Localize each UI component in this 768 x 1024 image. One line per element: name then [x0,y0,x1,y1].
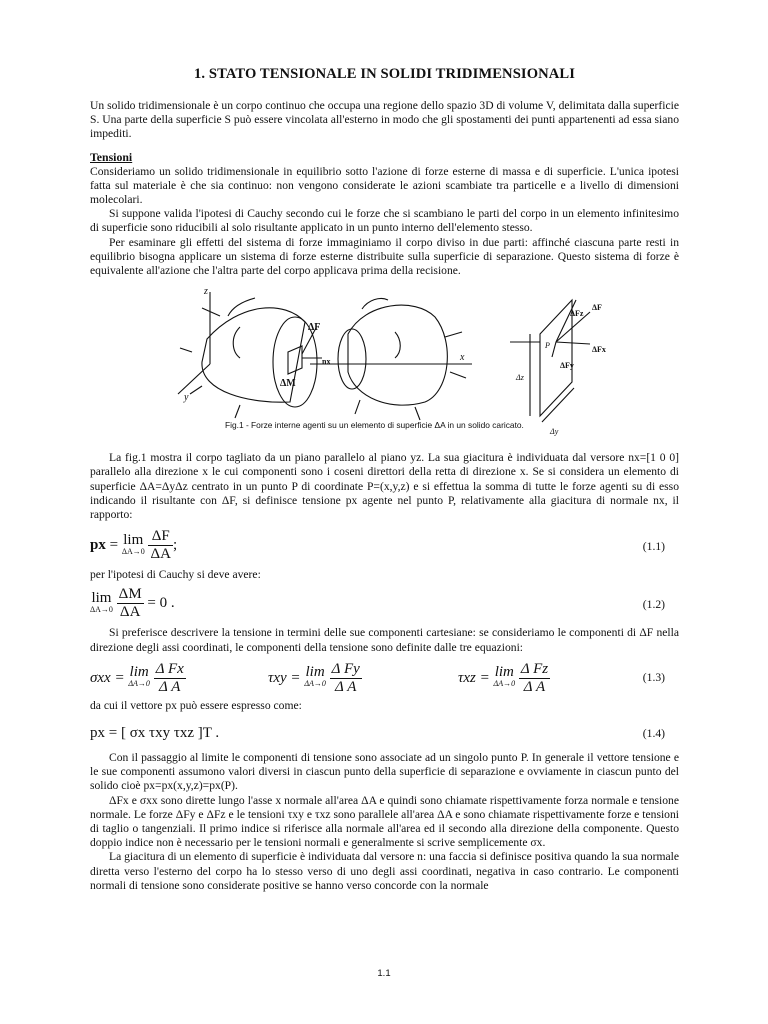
point-label: P [545,341,550,351]
axis-z-label: z [204,286,208,298]
normal-label: nx [322,357,331,367]
eq3-c-numerator: Δ Fz [520,660,549,677]
figure-caption: Fig.1 - Forze interne agenti su un elemento di superficie ΔA in un solido caricato. [225,420,524,431]
equation-1-4 [90,717,679,751]
paragraph-8: Con il passaggio al limite le componenti di tensione sono associate ad un singolo punto P. In generale il vettore tensione e le sue componenti assumono valori diversi in ciascun punto della superficie di separazione e ovviamente in ciascun punto del solido cioè px=px(x,y,z)=px(P). [90,751,679,793]
equation-1-3 [90,659,679,699]
page-number: 1.1 [377,968,391,979]
paragraph-5: per l'ipotesi di Cauchy si deve avere: [90,568,261,582]
moment-label: ΔM [280,378,296,390]
equation-1-1: px = lim ΔA→0 $\frac{\Delta F}{\Delta A}$ ; (1.1) [90,528,665,563]
paragraph-3: Per esaminare gli effetti del sistema di forze immaginiamo il corpo diviso in due parti: affinché ciascuna parte resti in equilibrio bisogna applicare un sistema di forze esterne distribuite sulla superficie di separazione. Questo sistema di forze è equivalente all'azione che l'altra parte del corpo applicava prima della recisione. [90,235,679,278]
eq1-lim-sub: ΔA→0 [121,546,145,556]
eq2-denominator: ΔA [119,604,141,621]
eq3-a-lim: lim [129,664,149,681]
eq3-b-denominator: Δ A [334,678,357,695]
eq2-numerator: ΔM [118,586,142,603]
eq4-expression: px = [ σx τxy τxz ]T . [90,725,220,742]
eq3-a-sub: ΔA→0 [128,679,150,689]
paragraph-7: da cui il vettore px può essere espresso come: [90,698,302,712]
eq1-lim: lim [123,531,144,548]
intro-paragraph: Un solido tridimensionale è un corpo continuo che occupa una regione dello spazio 3D di volume V, delimitata dalla superficie S. Una parte della superficie S può essere vincolata all'esterno in modo che gli spostamenti dei punti appartenenti ad essa siano impediti. [90,99,680,141]
eq3-c-lhs: τxz = [458,669,490,686]
section-title: Tensioni [90,149,133,164]
page-title: 1. STATO TENSIONALE IN SOLIDI TRIDIMENSIONALI [193,66,576,82]
eq3-a-lhs: σxx = [90,669,125,686]
eq1-number: (1.1) [642,540,665,554]
eq2-lim-sub: ΔA→0 [90,604,113,614]
paragraph-4: La fig.1 mostra il corpo tagliato da un piano parallelo al piano yz. La sua giacitura è individuata dal versore nx=[1 0 0] parallelo alla direzione x le cui componenti sono i coseni direttori della retta di direzione x. Se si considera un elemento di superficie ΔA=ΔyΔz centrato in un punto P di coordinate P=(x,y,z) e si effettua la somma di tutte le forze agenti su di esso indicando il risultante con ΔF, si definisce tensione px agente nel punto P, relativamente alla giacitura di normale nx, il rapporto: [90,451,679,522]
eq3-b-lim: lim [305,664,325,681]
paragraph-9: ΔFx e σxx sono dirette lungo l'asse x normale all'area ΔA e quindi sono chiamate rispettivamente forza normale e tensione normale. Le forze ΔFy e ΔFz e le tensioni τxy e τxz sono parallele all'area ΔA e sono chiamate rispettivamente forze e tensioni di taglio o tangenziali. Il primo indice si riferisce alla normale all'area ed il secondo alla direzione della componente. Questo doppio indice non è necessario per le tensioni normali e generalmente si scrive semplicemente σx. [90,793,679,850]
eq1-tail: ; [172,537,178,554]
f-label: ΔF [592,303,602,313]
fy-label: ΔFy [560,361,574,371]
eq1-numerator: ΔF [148,528,172,546]
figure-drawing [90,282,679,442]
eq3-b-lhs: τxy = [268,669,301,686]
eq3-b-sub: ΔA→0 [304,679,326,689]
eq1-lhs: px [90,537,106,554]
eq2-number: (1.2) [642,598,665,612]
eq2-lim: lim [91,589,112,606]
eq3-number: (1.3) [642,670,665,684]
eq3-a-numerator: Δ Fx [155,660,184,677]
dy-label: Δy [550,427,559,437]
figure-1 [90,282,679,442]
eq1-denominator: ΔA [150,546,171,563]
eq3-c-sub: ΔA→0 [493,679,516,689]
page-body [90,66,679,893]
eq3-a-denominator: Δ A [159,678,181,695]
eq2-tail: = 0 . [147,595,175,612]
eq4-number: (1.4) [642,727,665,741]
paragraph-1: Consideriamo un solido tridimensionale in equilibrio sotto l'azione di forze esterne di massa e di superficie. L'unica ipotesi fatta sul materiale è che sia continuo: non vengono considerate le azioni scambiate tra particelle e a livello di dimensioni molecolari. [90,164,679,207]
force-label: ΔF [308,322,321,334]
fx-label: ΔFx [592,345,606,355]
paragraph-10: La giacitura di un elemento di superficie è individuata dal versore n: una faccia si definisce positiva quando la sua normale diretta verso l'esterno del corpo ha lo stesso verso di uno degli assi coordinati, negativa in caso contrario. Le componenti normali di tensione sono considerate positive se hanno verso concorde con la normale [90,850,679,892]
eq3-c-denominator: Δ A [523,678,546,695]
eq3-b-numerator: Δ Fy [331,660,360,677]
paragraph-2: Si suppone valida l'ipotesi di Cauchy secondo cui le forze che si scambiano le parti del corpo in un elemento infinitesimo di superficie sono riducibili al solo risultante applicato in un punto interno dell'elemento stesso. [90,207,679,235]
fz-label: ΔFz [570,309,584,319]
dz-label: Δz [516,373,524,383]
equation-1-2 [90,586,679,626]
paragraph-6: Si preferisce descrivere la tensione in termini delle sue componenti cartesiane: se consideriamo le componenti di ΔF nella direzione degli assi coordinati, le componenti della tensione sono definite dalle tre equazioni: [90,626,679,654]
axis-y-label: y [184,392,189,404]
eq3-c-lim: lim [494,664,514,681]
axis-x-label: x [460,352,465,364]
